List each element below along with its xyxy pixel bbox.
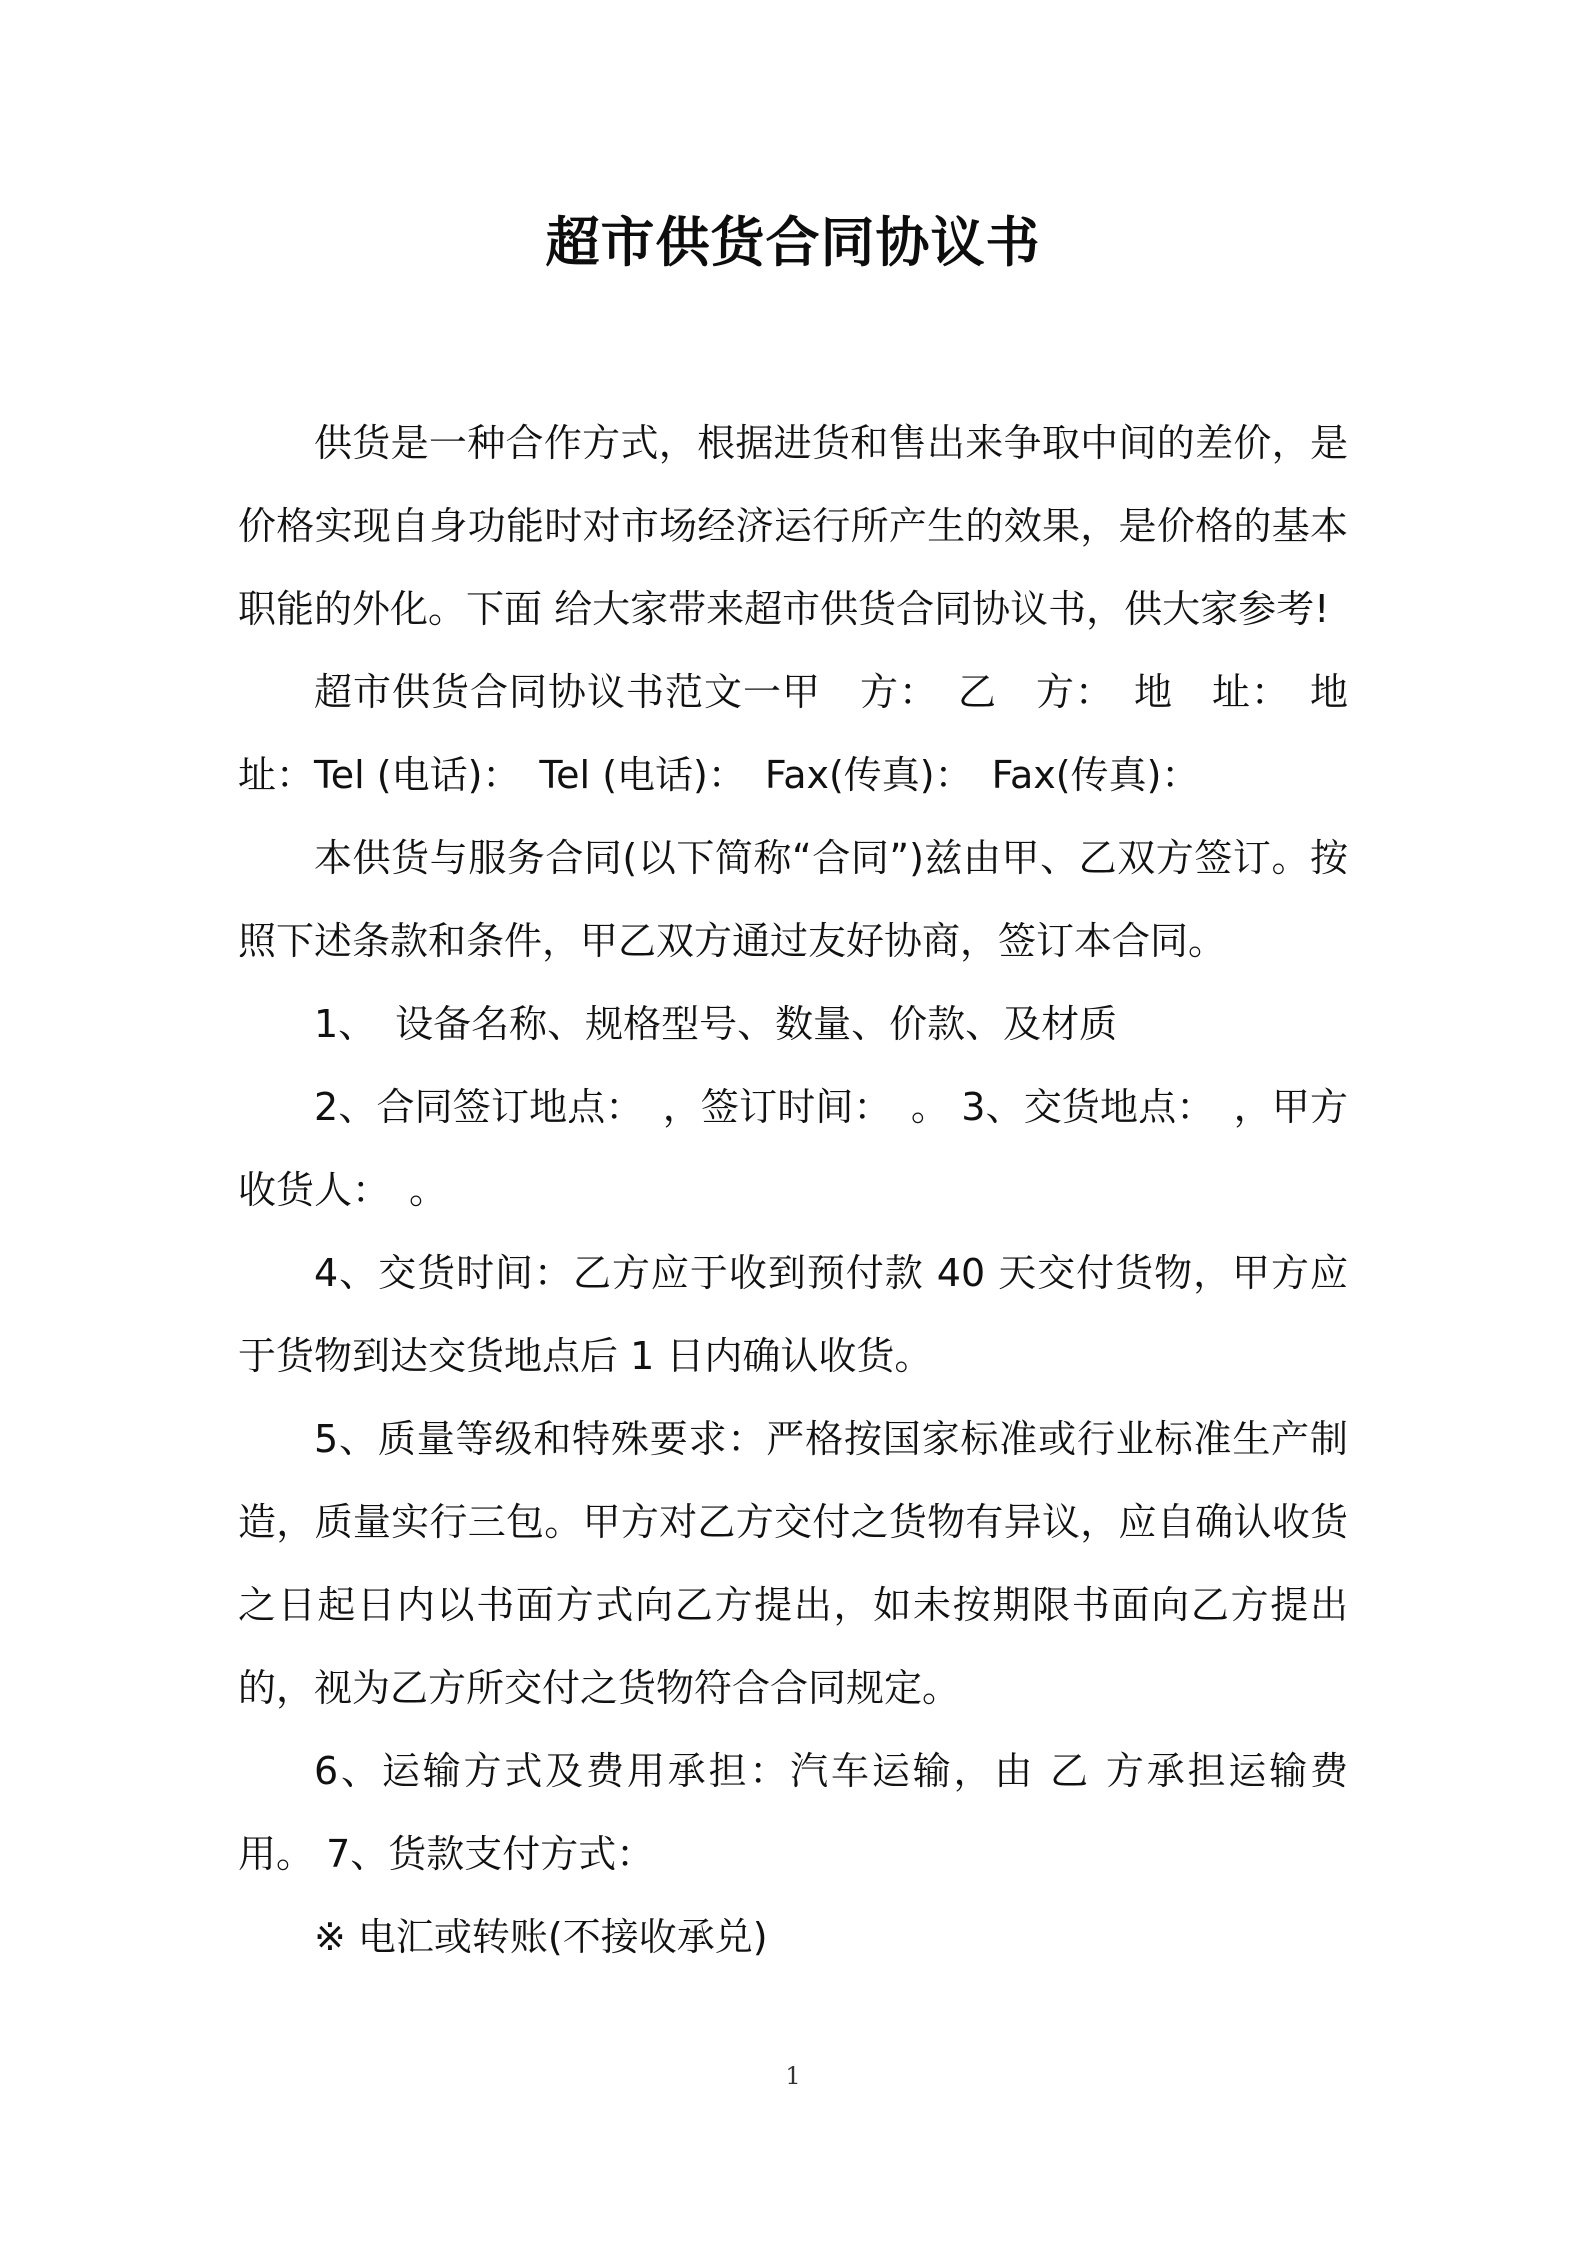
paragraph-payment-method: ※ 电汇或转账(不接收承兑) (314, 1915, 768, 1959)
paragraph-intro: 供货是一种合作方式，根据进货和售出来争取中间的差价，是价格实现自身功能时对市场经济运行所产生的效果，是价格的基本职能的外化。下面 给大家带来超市供货合同协议书，供大家参考! (238, 421, 1348, 631)
page-number: 1 (785, 2062, 801, 2090)
paragraph-clause-1: 1、 设备名称、规格型号、数量、价款、及材质 (314, 1002, 1118, 1046)
paragraph-preamble: 本供货与服务合同(以下简称“合同”)兹由甲、乙双方签订。按照下述条款和条件，甲乙双方通过友好协商，签订本合同。 (238, 836, 1348, 963)
document-body (238, 402, 1387, 1979)
paragraph-clause-2-3: 2、合同签订地点： ，签订时间： 。 3、交货地点： ，甲方收货人： 。 (238, 1085, 1348, 1212)
paragraph-parties: 超市供货合同协议书范文一甲 方： 乙 方： 地 址： 地 址：Tel (电话)： Tel (电话)： Fax(传真)： Fax(传真)： (238, 670, 1387, 797)
document-title: 超市供货合同协议书 (545, 211, 1041, 274)
paragraph-clause-6-7: 6、运输方式及费用承担：汽车运输，由 乙 方承担运输费用。 7、货款支付方式： (238, 1749, 1348, 1876)
paragraph-clause-5: 5、质量等级和特殊要求：严格按国家标准或行业标准生产制造，质量实行三包。甲方对乙方交付之货物有异议，应自确认收货之日起日内以书面方式向乙方提出，如未按期限书面向乙方提出的，视为乙方所交付之货物符合合同规定。 (238, 1417, 1348, 1710)
paragraph-clause-4: 4、交货时间：乙方应于收到预付款 40 天交付货物，甲方应于货物到达交货地点后 1 日内确认收货。 (238, 1251, 1348, 1378)
